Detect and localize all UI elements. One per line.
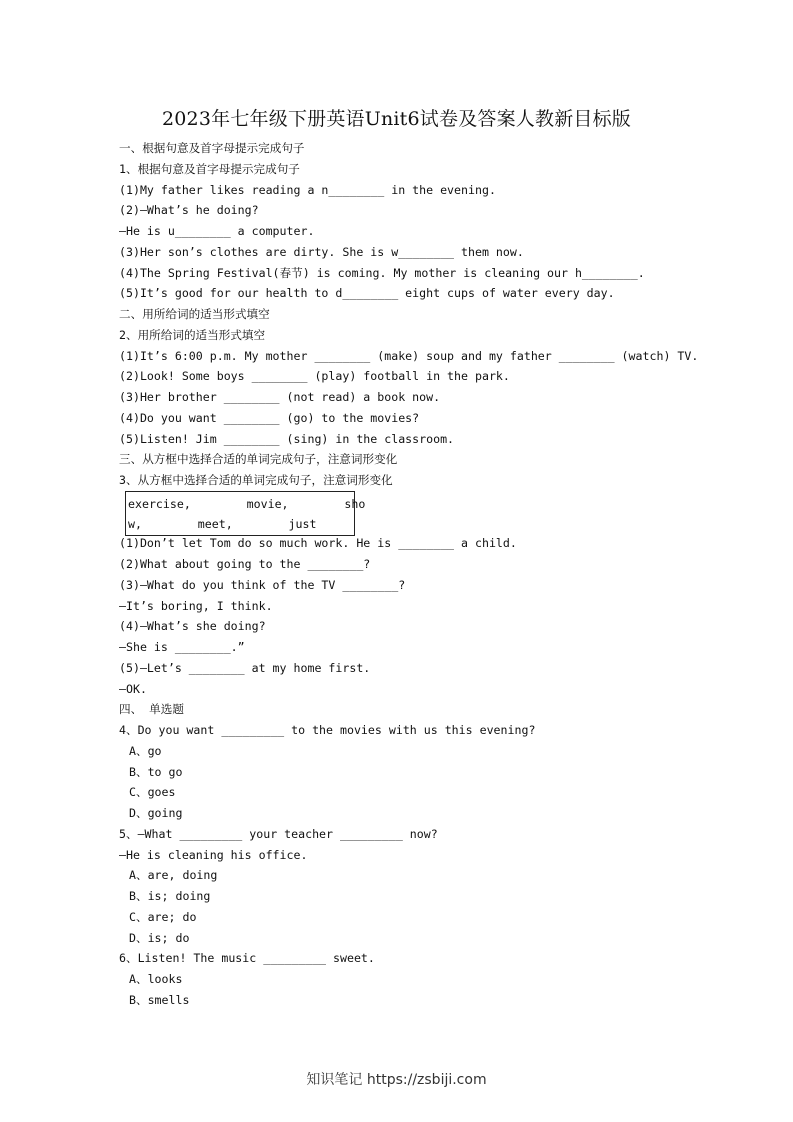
question-item: (5)Listen! Jim ________ (sing) in the classroom. <box>119 431 455 446</box>
answer-option: C、goes <box>129 785 176 800</box>
answer-option: B、smells <box>129 992 190 1007</box>
question-item: (5)It’s good for our health to d________ eight cups of water every day. <box>119 286 615 301</box>
answer-option: D、is; do <box>129 930 190 945</box>
question-item: (3)—What do you think of the TV ________? <box>119 577 406 592</box>
question-heading: 1、根据句意及首字母提示完成句子 <box>119 161 300 176</box>
question-item: —She is ________.” <box>119 640 245 654</box>
answer-option: B、to go <box>129 764 183 779</box>
question-item: (1)My father likes reading a n________ in the evening. <box>119 182 496 197</box>
answer-option: B、is; doing <box>129 889 211 903</box>
question-item: (3)Her brother ________ (not read) a book now. <box>119 390 441 404</box>
page-title: 2023年七年级下册英语Unit6试卷及答案人教新目标版 <box>161 108 631 130</box>
question-item: —It’s boring, I think. <box>119 598 273 613</box>
question-item: (4)The Spring Festival(春节) is coming. My mother is cleaning our h________. <box>119 265 645 280</box>
question-item: (2)—What’s he doing? <box>119 203 259 218</box>
question-item: (1)Don’t let Tom do so much work. He is ________ a child. <box>119 536 517 551</box>
question-item: —He is u________ a computer. <box>119 224 315 238</box>
question-item: (4)Do you want ________ (go) to the movies? <box>119 410 420 425</box>
question-item: 6、Listen! The music _________ sweet. <box>119 951 375 966</box>
answer-option: D、going <box>129 806 183 820</box>
question-item: (2)Look! Some boys ________ (play) football in the park. <box>119 369 510 384</box>
exam-content <box>119 138 739 1011</box>
answer-option: A、go <box>129 743 162 758</box>
question-item: —OK. <box>119 681 147 696</box>
footer-watermark: 知识笔记 https://zsbiji.com <box>306 1072 487 1088</box>
question-heading: 3、从方框中选择合适的单词完成句子，注意词形变化 <box>119 473 393 487</box>
question-item: (3)Her son’s clothes are dirty. She is w________ them now. <box>119 244 524 259</box>
answer-option: A、are, doing <box>129 868 218 883</box>
question-item: 5、—What _________ your teacher _________ now? <box>119 826 438 841</box>
section-heading: 四、 单选题 <box>119 702 184 717</box>
question-item: (4)—What’s she doing? <box>119 619 266 634</box>
question-item: (2)What about going to the ________? <box>119 557 371 571</box>
question-item: —He is cleaning his office. <box>119 847 308 862</box>
question-heading: 2、用所给词的适当形式填空 <box>119 327 266 342</box>
section-heading: 三、从方框中选择合适的单词完成句子，注意词形变化 <box>119 452 398 467</box>
word-bank-row: w, meet, just <box>128 517 317 531</box>
question-item: 4、Do you want _________ to the movies with us this evening? <box>119 723 536 737</box>
question-item: (5)—Let’s ________ at my home first. <box>119 660 371 675</box>
question-item: (1)It’s 6:00 p.m. My mother ________ (make) soup and my father ________ (watch) TV. <box>119 348 699 363</box>
section-heading: 二、用所给词的适当形式填空 <box>119 307 270 321</box>
section-heading: 一、根据句意及首字母提示完成句子 <box>119 141 305 155</box>
word-bank-row: exercise, movie, sho <box>128 497 366 511</box>
answer-option: C、are; do <box>129 909 197 924</box>
word-bank-box <box>125 491 366 536</box>
answer-option: A、looks <box>129 972 183 986</box>
